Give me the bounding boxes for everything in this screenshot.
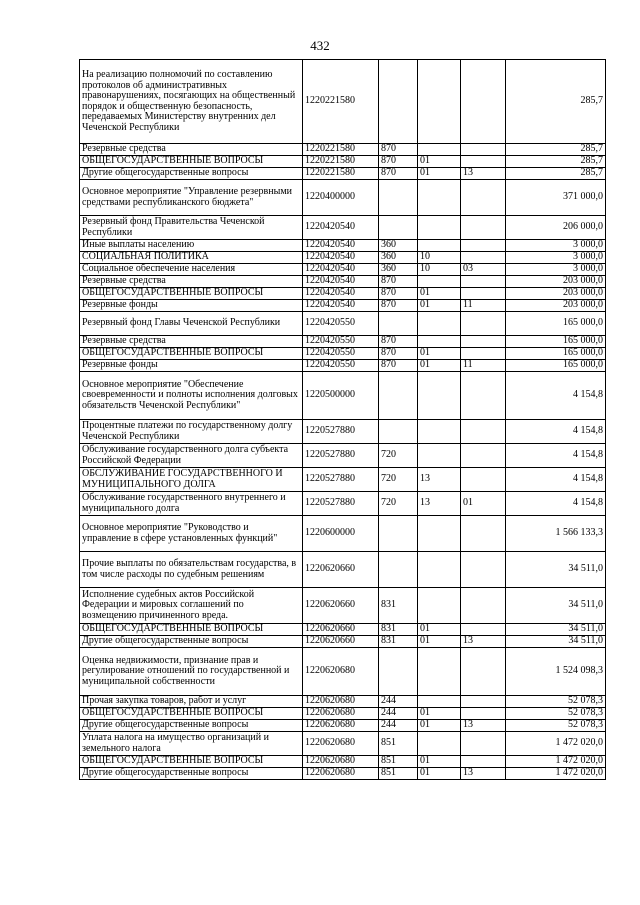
cell-amount: 203 000,0 bbox=[506, 300, 606, 312]
cell-name: Резервные средства bbox=[80, 276, 303, 288]
cell-name: Уплата налога на имущество организаций и земельного налога bbox=[80, 732, 303, 756]
cell-section: 01 bbox=[418, 708, 461, 720]
cell-section: 01 bbox=[418, 636, 461, 648]
table-row bbox=[80, 60, 606, 144]
cell-subsection: 13 bbox=[461, 636, 506, 648]
table-row bbox=[80, 720, 606, 732]
table-row bbox=[80, 216, 606, 240]
cell-section: 01 bbox=[418, 756, 461, 768]
table-row bbox=[80, 468, 606, 492]
cell-expense-type bbox=[379, 372, 418, 420]
cell-target-code: 1220527880 bbox=[303, 444, 379, 468]
cell-amount: 1 472 020,0 bbox=[506, 732, 606, 756]
cell-section bbox=[418, 60, 461, 144]
cell-expense-type bbox=[379, 216, 418, 240]
cell-expense-type bbox=[379, 552, 418, 588]
table-row bbox=[80, 336, 606, 348]
cell-subsection bbox=[461, 180, 506, 216]
cell-expense-type: 360 bbox=[379, 240, 418, 252]
cell-expense-type: 720 bbox=[379, 468, 418, 492]
cell-expense-type: 831 bbox=[379, 588, 418, 624]
cell-target-code: 1220620660 bbox=[303, 624, 379, 636]
cell-name: Обслуживание государственного внутреннего и муниципального долга bbox=[80, 492, 303, 516]
table-row bbox=[80, 372, 606, 420]
cell-amount: 52 078,3 bbox=[506, 696, 606, 708]
table-row bbox=[80, 168, 606, 180]
cell-name: Исполнение судебных актов Российской Федерации и мировых соглашений по возмещению причиненного вреда. bbox=[80, 588, 303, 624]
cell-amount: 3 000,0 bbox=[506, 252, 606, 264]
cell-amount: 4 154,8 bbox=[506, 468, 606, 492]
cell-name: Другие общегосударственные вопросы bbox=[80, 168, 303, 180]
cell-expense-type: 244 bbox=[379, 696, 418, 708]
table-row bbox=[80, 144, 606, 156]
cell-target-code: 1220221580 bbox=[303, 60, 379, 144]
cell-section bbox=[418, 420, 461, 444]
cell-section bbox=[418, 444, 461, 468]
cell-expense-type: 851 bbox=[379, 756, 418, 768]
cell-amount: 165 000,0 bbox=[506, 312, 606, 336]
cell-section bbox=[418, 696, 461, 708]
cell-amount: 4 154,8 bbox=[506, 492, 606, 516]
cell-expense-type bbox=[379, 420, 418, 444]
cell-expense-type bbox=[379, 648, 418, 696]
cell-target-code: 1220620660 bbox=[303, 552, 379, 588]
cell-expense-type: 870 bbox=[379, 288, 418, 300]
cell-name: Другие общегосударственные вопросы bbox=[80, 768, 303, 780]
cell-section: 01 bbox=[418, 168, 461, 180]
cell-name: На реализацию полномочий по составлению протоколов об административных правонарушениях, посягающих на общественный порядок и общественную безопасность, передаваемых Министерству внутренних дел Чеченской Республики bbox=[80, 60, 303, 144]
cell-target-code: 1220620660 bbox=[303, 636, 379, 648]
cell-subsection bbox=[461, 336, 506, 348]
cell-subsection: 11 bbox=[461, 360, 506, 372]
cell-name: Обслуживание государственного долга субъекта Российской Федерации bbox=[80, 444, 303, 468]
cell-section bbox=[418, 372, 461, 420]
table-row bbox=[80, 348, 606, 360]
cell-amount: 206 000,0 bbox=[506, 216, 606, 240]
table-row bbox=[80, 756, 606, 768]
cell-subsection bbox=[461, 756, 506, 768]
cell-subsection bbox=[461, 60, 506, 144]
cell-subsection bbox=[461, 552, 506, 588]
cell-amount: 285,7 bbox=[506, 60, 606, 144]
table-row bbox=[80, 276, 606, 288]
cell-target-code: 1220400000 bbox=[303, 180, 379, 216]
table-row bbox=[80, 768, 606, 780]
cell-section bbox=[418, 216, 461, 240]
cell-amount: 34 511,0 bbox=[506, 588, 606, 624]
cell-subsection bbox=[461, 696, 506, 708]
cell-name: Основное мероприятие "Управление резервными средствами республиканского бюджета" bbox=[80, 180, 303, 216]
table-row bbox=[80, 552, 606, 588]
cell-target-code: 1220620680 bbox=[303, 768, 379, 780]
cell-section: 01 bbox=[418, 288, 461, 300]
cell-subsection bbox=[461, 144, 506, 156]
table-row bbox=[80, 180, 606, 216]
cell-amount: 52 078,3 bbox=[506, 708, 606, 720]
cell-amount: 203 000,0 bbox=[506, 276, 606, 288]
cell-name: Социальное обеспечение населения bbox=[80, 264, 303, 276]
cell-subsection bbox=[461, 444, 506, 468]
cell-subsection bbox=[461, 732, 506, 756]
cell-target-code: 1220420540 bbox=[303, 216, 379, 240]
cell-target-code: 1220221580 bbox=[303, 168, 379, 180]
cell-amount: 4 154,8 bbox=[506, 372, 606, 420]
cell-target-code: 1220420550 bbox=[303, 348, 379, 360]
cell-target-code: 1220420540 bbox=[303, 276, 379, 288]
cell-target-code: 1220620680 bbox=[303, 756, 379, 768]
cell-amount: 165 000,0 bbox=[506, 336, 606, 348]
cell-target-code: 1220420540 bbox=[303, 288, 379, 300]
cell-section bbox=[418, 336, 461, 348]
cell-expense-type bbox=[379, 312, 418, 336]
cell-name: ОБЩЕГОСУДАРСТВЕННЫЕ ВОПРОСЫ bbox=[80, 708, 303, 720]
cell-amount: 52 078,3 bbox=[506, 720, 606, 732]
table-row bbox=[80, 156, 606, 168]
cell-section bbox=[418, 648, 461, 696]
cell-target-code: 1220600000 bbox=[303, 516, 379, 552]
table-row bbox=[80, 252, 606, 264]
cell-expense-type: 851 bbox=[379, 732, 418, 756]
cell-name: Резервные средства bbox=[80, 336, 303, 348]
cell-section bbox=[418, 240, 461, 252]
cell-subsection: 13 bbox=[461, 168, 506, 180]
table-row bbox=[80, 648, 606, 696]
cell-name: ОБЩЕГОСУДАРСТВЕННЫЕ ВОПРОСЫ bbox=[80, 288, 303, 300]
cell-name: Процентные платежи по государственному долгу Чеченской Республики bbox=[80, 420, 303, 444]
cell-section: 01 bbox=[418, 300, 461, 312]
cell-name: ОБЩЕГОСУДАРСТВЕННЫЕ ВОПРОСЫ bbox=[80, 624, 303, 636]
cell-section: 01 bbox=[418, 348, 461, 360]
cell-name: Иные выплаты населению bbox=[80, 240, 303, 252]
cell-section: 13 bbox=[418, 492, 461, 516]
cell-name: Прочие выплаты по обязательствам государства, в том числе расходы по судебным решениям bbox=[80, 552, 303, 588]
cell-section: 13 bbox=[418, 468, 461, 492]
cell-target-code: 1220420540 bbox=[303, 252, 379, 264]
cell-expense-type: 870 bbox=[379, 348, 418, 360]
cell-target-code: 1220420550 bbox=[303, 336, 379, 348]
cell-subsection bbox=[461, 276, 506, 288]
cell-name: Основное мероприятие "Обеспечение своевременности и полноты исполнения долговых обязательств Чеченской Республики" bbox=[80, 372, 303, 420]
cell-name: Резервные фонды bbox=[80, 300, 303, 312]
cell-amount: 285,7 bbox=[506, 168, 606, 180]
table-row bbox=[80, 264, 606, 276]
cell-amount: 285,7 bbox=[506, 144, 606, 156]
table-row bbox=[80, 420, 606, 444]
cell-section bbox=[418, 312, 461, 336]
cell-subsection bbox=[461, 624, 506, 636]
cell-section bbox=[418, 516, 461, 552]
budget-table bbox=[79, 59, 606, 780]
cell-subsection: 03 bbox=[461, 264, 506, 276]
cell-subsection bbox=[461, 708, 506, 720]
cell-amount: 165 000,0 bbox=[506, 360, 606, 372]
table-row bbox=[80, 492, 606, 516]
cell-expense-type: 870 bbox=[379, 144, 418, 156]
cell-subsection bbox=[461, 648, 506, 696]
cell-name: Резервные фонды bbox=[80, 360, 303, 372]
cell-amount: 1 472 020,0 bbox=[506, 756, 606, 768]
cell-section bbox=[418, 144, 461, 156]
cell-amount: 4 154,8 bbox=[506, 420, 606, 444]
cell-amount: 34 511,0 bbox=[506, 552, 606, 588]
cell-subsection bbox=[461, 588, 506, 624]
cell-section: 01 bbox=[418, 624, 461, 636]
cell-amount: 3 000,0 bbox=[506, 240, 606, 252]
cell-subsection bbox=[461, 252, 506, 264]
cell-target-code: 1220620660 bbox=[303, 588, 379, 624]
cell-section: 01 bbox=[418, 720, 461, 732]
cell-name: СОЦИАЛЬНАЯ ПОЛИТИКА bbox=[80, 252, 303, 264]
cell-subsection bbox=[461, 468, 506, 492]
cell-name: ОБЩЕГОСУДАРСТВЕННЫЕ ВОПРОСЫ bbox=[80, 156, 303, 168]
cell-subsection: 11 bbox=[461, 300, 506, 312]
cell-subsection: 01 bbox=[461, 492, 506, 516]
cell-subsection bbox=[461, 312, 506, 336]
cell-expense-type: 720 bbox=[379, 492, 418, 516]
cell-expense-type bbox=[379, 516, 418, 552]
cell-target-code: 1220420540 bbox=[303, 240, 379, 252]
table-row bbox=[80, 588, 606, 624]
cell-name: Прочая закупка товаров, работ и услуг bbox=[80, 696, 303, 708]
cell-amount: 4 154,8 bbox=[506, 444, 606, 468]
cell-target-code: 1220221580 bbox=[303, 144, 379, 156]
cell-expense-type bbox=[379, 60, 418, 144]
cell-section bbox=[418, 588, 461, 624]
cell-section: 01 bbox=[418, 156, 461, 168]
cell-section: 01 bbox=[418, 360, 461, 372]
cell-subsection bbox=[461, 240, 506, 252]
cell-name: Резервный фонд Главы Чеченской Республики bbox=[80, 312, 303, 336]
cell-target-code: 1220620680 bbox=[303, 720, 379, 732]
cell-amount: 34 511,0 bbox=[506, 636, 606, 648]
table-row bbox=[80, 708, 606, 720]
cell-amount: 1 472 020,0 bbox=[506, 768, 606, 780]
cell-section bbox=[418, 276, 461, 288]
cell-expense-type: 720 bbox=[379, 444, 418, 468]
cell-subsection bbox=[461, 372, 506, 420]
cell-subsection bbox=[461, 516, 506, 552]
table-row bbox=[80, 312, 606, 336]
cell-name: ОБСЛУЖИВАНИЕ ГОСУДАРСТВЕННОГО И МУНИЦИПАЛЬНОГО ДОЛГА bbox=[80, 468, 303, 492]
cell-name: Основное мероприятие "Руководство и управление в сфере установленных функций" bbox=[80, 516, 303, 552]
cell-expense-type: 870 bbox=[379, 168, 418, 180]
cell-section: 01 bbox=[418, 768, 461, 780]
cell-expense-type: 870 bbox=[379, 336, 418, 348]
cell-target-code: 1220620680 bbox=[303, 696, 379, 708]
cell-target-code: 1220500000 bbox=[303, 372, 379, 420]
cell-amount: 34 511,0 bbox=[506, 624, 606, 636]
cell-name: Другие общегосударственные вопросы bbox=[80, 636, 303, 648]
cell-target-code: 1220527880 bbox=[303, 468, 379, 492]
cell-expense-type: 360 bbox=[379, 264, 418, 276]
cell-expense-type bbox=[379, 180, 418, 216]
cell-subsection bbox=[461, 348, 506, 360]
cell-expense-type: 360 bbox=[379, 252, 418, 264]
cell-expense-type: 244 bbox=[379, 720, 418, 732]
cell-amount: 1 524 098,3 bbox=[506, 648, 606, 696]
cell-amount: 371 000,0 bbox=[506, 180, 606, 216]
table-row bbox=[80, 732, 606, 756]
cell-section bbox=[418, 180, 461, 216]
cell-amount: 165 000,0 bbox=[506, 348, 606, 360]
cell-section bbox=[418, 552, 461, 588]
cell-expense-type: 831 bbox=[379, 624, 418, 636]
cell-target-code: 1220420550 bbox=[303, 360, 379, 372]
cell-amount: 285,7 bbox=[506, 156, 606, 168]
cell-expense-type: 870 bbox=[379, 300, 418, 312]
cell-subsection: 13 bbox=[461, 720, 506, 732]
table-row bbox=[80, 624, 606, 636]
cell-name: Резервный фонд Правительства Чеченской Республики bbox=[80, 216, 303, 240]
table-row bbox=[80, 240, 606, 252]
cell-amount: 3 000,0 bbox=[506, 264, 606, 276]
cell-name: ОБЩЕГОСУДАРСТВЕННЫЕ ВОПРОСЫ bbox=[80, 348, 303, 360]
cell-section: 10 bbox=[418, 252, 461, 264]
cell-expense-type: 831 bbox=[379, 636, 418, 648]
table-row bbox=[80, 360, 606, 372]
cell-section bbox=[418, 732, 461, 756]
cell-subsection bbox=[461, 288, 506, 300]
cell-subsection bbox=[461, 156, 506, 168]
cell-expense-type: 870 bbox=[379, 156, 418, 168]
cell-expense-type: 244 bbox=[379, 708, 418, 720]
cell-subsection: 13 bbox=[461, 768, 506, 780]
cell-target-code: 1220620680 bbox=[303, 708, 379, 720]
cell-target-code: 1220420540 bbox=[303, 264, 379, 276]
cell-expense-type: 870 bbox=[379, 360, 418, 372]
cell-target-code: 1220221580 bbox=[303, 156, 379, 168]
table-row bbox=[80, 696, 606, 708]
cell-expense-type: 851 bbox=[379, 768, 418, 780]
page-number: 432 bbox=[310, 38, 330, 53]
table-row bbox=[80, 444, 606, 468]
table-row bbox=[80, 288, 606, 300]
cell-amount: 1 566 133,3 bbox=[506, 516, 606, 552]
cell-name: ОБЩЕГОСУДАРСТВЕННЫЕ ВОПРОСЫ bbox=[80, 756, 303, 768]
cell-name: Резервные средства bbox=[80, 144, 303, 156]
cell-target-code: 1220620680 bbox=[303, 648, 379, 696]
cell-target-code: 1220527880 bbox=[303, 492, 379, 516]
cell-name: Другие общегосударственные вопросы bbox=[80, 720, 303, 732]
table-row bbox=[80, 636, 606, 648]
cell-target-code: 1220420540 bbox=[303, 300, 379, 312]
cell-subsection bbox=[461, 216, 506, 240]
cell-target-code: 1220620680 bbox=[303, 732, 379, 756]
table-row bbox=[80, 516, 606, 552]
cell-name: Оценка недвижимости, признание прав и регулирование отношений по государственной и муниципальной собственности bbox=[80, 648, 303, 696]
cell-target-code: 1220527880 bbox=[303, 420, 379, 444]
cell-expense-type: 870 bbox=[379, 276, 418, 288]
cell-target-code: 1220420550 bbox=[303, 312, 379, 336]
cell-section: 10 bbox=[418, 264, 461, 276]
cell-amount: 203 000,0 bbox=[506, 288, 606, 300]
table-row bbox=[80, 300, 606, 312]
cell-subsection bbox=[461, 420, 506, 444]
